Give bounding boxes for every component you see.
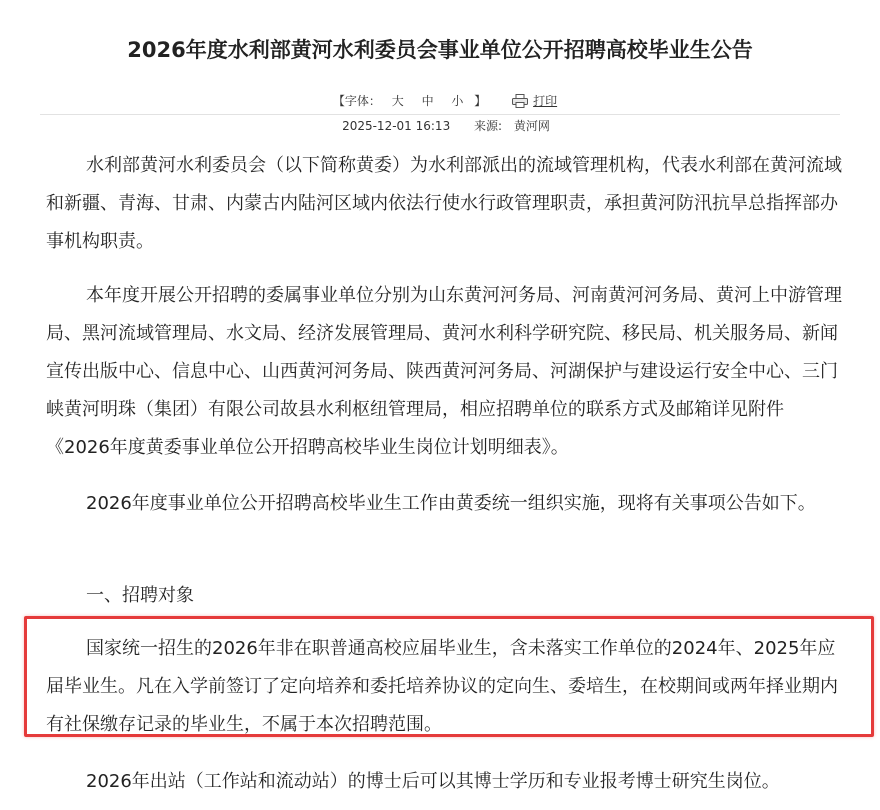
source-label: 来源: [474,119,503,133]
postdoc-paragraph: 2026年出站（工作站和流动站）的博士后可以其博士学历和专业报考博士研究生岗位。 [86,771,780,792]
font-size-large[interactable]: 大 [391,94,404,108]
eligibility-paragraph: 国家统一招生的2026年非在职普通高校应届毕业生，含未落实工作单位的2024年、2025年应届毕业生。凡在入学前签订了定向培养和委托培养协议的定向生、委培生，在校期间或两年择业期内有社保缴存记录的毕业生，不属于本次招聘范围。 [46,638,838,735]
print-link[interactable]: 打印 [533,94,558,108]
printer-icon [512,94,528,108]
header-divider [40,114,840,115]
section-heading-recruitment-targets: 一、招聘对象 [86,585,194,606]
intro-paragraph: 水利部黄河水利委员会（以下简称黄委）为水利部派出的流域管理机构，代表水利部在黄河流域和新疆、青海、甘肃、内蒙古内陆河区域内依法行使水行政管理职责，承担黄河防汛抗旱总指挥部办事机构职责。 [46,155,842,252]
highlight-box [24,616,874,737]
publish-date: 2025-12-01 16:13 [342,119,451,133]
font-size-medium[interactable]: 中 [421,94,434,108]
organization-paragraph: 2026年度事业单位公开招聘高校毕业生工作由黄委统一组织实施，现将有关事项公告如下。 [86,493,816,514]
font-size-small[interactable]: 小 [451,94,464,108]
font-size-close-bracket: 】 [474,94,487,108]
print-button[interactable] [512,92,557,110]
font-size-label: 【字体： [332,94,381,108]
units-paragraph: 本年度开展公开招聘的委属事业单位分别为山东黄河河务局、河南黄河河务局、黄河上中游管理局、黑河流域管理局、水文局、经济发展管理局、黄河水利科学研究院、移民局、机关服务局、新闻宣传出版中心、信息中心、山西黄河河务局、陕西黄河河务局、河湖保护与建设运行安全中心、三门峡黄河明珠（集团）有限公司故县水利枢纽管理局，相应招聘单位的联系方式及邮箱详见附件《2026年度黄委事业单位公开招聘高校毕业生岗位计划明细表》。 [46,285,842,458]
source-value: 黄河网 [513,119,550,133]
article-toolbar [0,92,880,110]
page-title: 2026年度水利部黄河水利委员会事业单位公开招聘高校毕业生公告 [127,38,753,62]
article-meta [0,117,880,134]
